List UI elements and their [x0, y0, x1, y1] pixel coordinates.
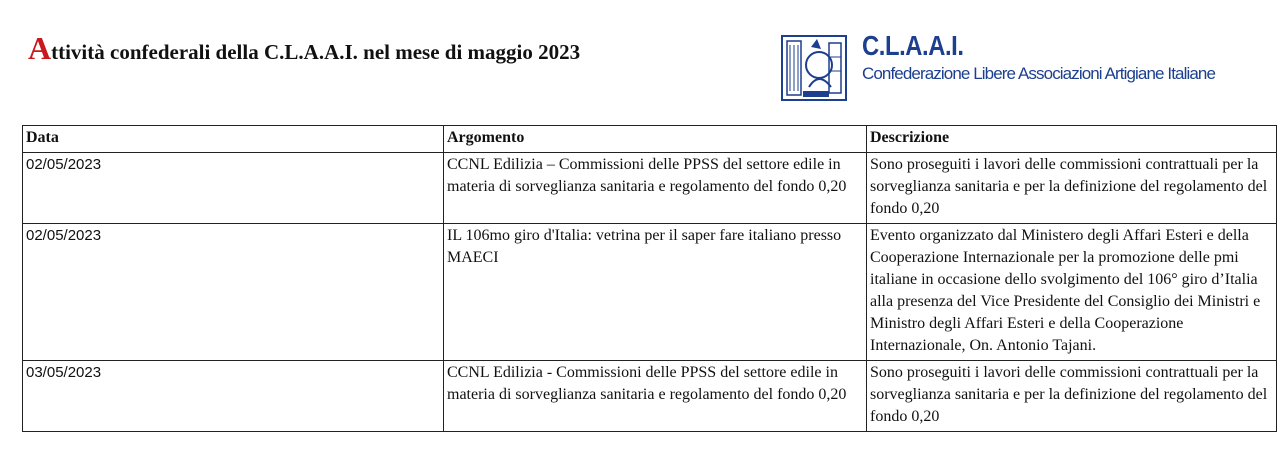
brand — [862, 30, 1215, 84]
cell-date: 02/05/2023 — [23, 153, 444, 224]
title-text: ttività confederali della C.L.A.A.I. nel mese di maggio 2023 — [51, 40, 581, 64]
table-header-row — [23, 126, 1277, 153]
activities-table — [22, 125, 1277, 432]
cell-description: Sono proseguiti i lavori delle commissioni contrattuali per la sorveglianza sanitaria e per la definizione del regolamento del fondo 0,20 — [867, 361, 1277, 432]
cell-topic: CCNL Edilizia - Commissioni delle PPSS del settore edile in materia di sorveglianza sanitaria e regolamento del fondo 0,20 — [444, 361, 867, 432]
cell-date: 02/05/2023 — [23, 224, 444, 361]
table-row — [23, 224, 1277, 361]
cell-description: Evento organizzato dal Ministero degli Affari Esteri e della Cooperazione Internazionale per la promozione delle pmi italiane in occasione dello svolgimento del 106° giro d’Italia alla presenza del Vice Presidente del Consiglio dei Ministri e Ministro degli Affari Esteri e della Cooperazione Internazionale, On. Antonio Tajani. — [867, 224, 1277, 361]
page-title — [28, 32, 580, 65]
table-row — [23, 361, 1277, 432]
brand-subtitle: Confederazione Libere Associazioni Artigiane Italiane — [862, 64, 1216, 83]
claai-emblem-icon — [781, 35, 847, 101]
cell-topic: CCNL Edilizia – Commissioni delle PPSS del settore edile in materia di sorveglianza sanitaria e regolamento del fondo 0,20 — [444, 153, 867, 224]
column-header-topic: Argomento — [444, 126, 867, 153]
cell-date: 03/05/2023 — [23, 361, 444, 432]
title-initial: A — [28, 30, 52, 66]
brand-name: C.L.A.A.I. — [862, 30, 964, 61]
column-header-date: Data — [23, 126, 444, 153]
cell-topic: IL 106mo giro d'Italia: vetrina per il saper fare italiano presso MAECI — [444, 224, 867, 361]
cell-description: Sono proseguiti i lavori delle commissioni contrattuali per la sorveglianza sanitaria e per la definizione del regolamento del fondo 0,20 — [867, 153, 1277, 224]
column-header-description: Descrizione — [867, 126, 1277, 153]
table-row — [23, 153, 1277, 224]
